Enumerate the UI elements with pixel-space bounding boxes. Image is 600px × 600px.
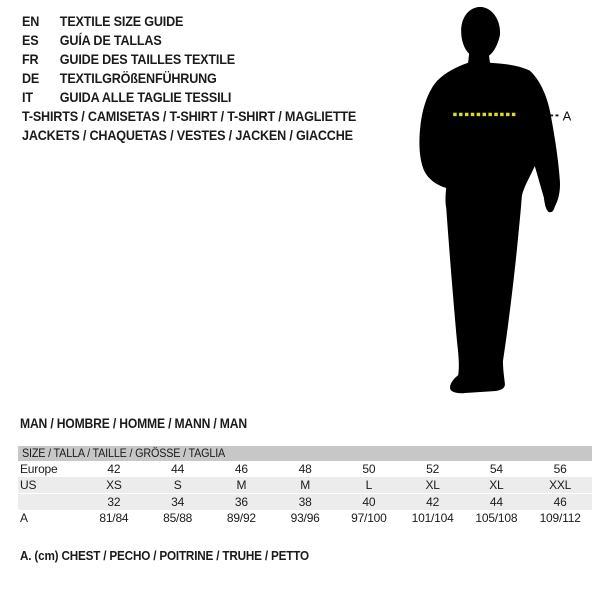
size-cell: XS xyxy=(106,478,122,492)
lang-row-en xyxy=(22,12,259,31)
size-cell: 93/96 xyxy=(290,511,320,525)
size-cell: 44 xyxy=(171,462,185,476)
lang-code: EN xyxy=(22,13,40,29)
lang-label: TEXTILGRÖßENFÜHRUNG xyxy=(59,70,217,86)
table-row-europe xyxy=(18,461,592,477)
size-cell: 38 xyxy=(298,495,312,509)
size-cell: 40 xyxy=(362,495,376,509)
size-cell: 97/100 xyxy=(351,511,387,525)
lang-row-es xyxy=(22,31,259,50)
lang-row-fr xyxy=(22,50,259,69)
size-cell: 101/104 xyxy=(411,511,454,525)
size-cell: M xyxy=(236,478,247,492)
lang-code: DE xyxy=(22,70,40,86)
size-cell: 34 xyxy=(171,495,185,509)
size-table-header: SIZE / TALLA / TAILLE / GRÖSSE / TAGLIA xyxy=(18,446,592,461)
size-cell: 54 xyxy=(489,462,503,476)
lang-code: FR xyxy=(22,51,39,67)
measure-label-a: A xyxy=(562,108,572,124)
lang-label: GUIDA ALLE TAGLIE TESSILI xyxy=(59,89,232,105)
table-row-numeric xyxy=(18,494,592,510)
size-cell: 46 xyxy=(234,462,248,476)
lang-row-it xyxy=(22,88,259,107)
size-cell: 56 xyxy=(553,462,567,476)
lang-label: GUÍA DE TALLAS xyxy=(59,32,162,48)
row-label: Europe xyxy=(20,462,58,476)
man-silhouette xyxy=(419,7,560,393)
size-cell: S xyxy=(173,478,182,492)
section-title: MAN / HOMBRE / HOMME / MANN / MAN xyxy=(20,416,247,431)
size-cell: 85/88 xyxy=(163,511,193,525)
language-list xyxy=(22,12,259,107)
size-cell: 36 xyxy=(234,495,248,509)
size-cell: XL xyxy=(425,478,440,492)
size-table xyxy=(18,446,592,526)
lang-code: IT xyxy=(22,89,33,105)
size-cell: 50 xyxy=(362,462,376,476)
size-cell: M xyxy=(300,478,311,492)
size-cell: 89/92 xyxy=(226,511,256,525)
size-cell: 105/108 xyxy=(475,511,518,525)
lang-label: TEXTILE SIZE GUIDE xyxy=(59,13,184,29)
row-label: US xyxy=(20,478,37,492)
row-label: A xyxy=(20,511,28,525)
lang-label: GUIDE DES TAILLES TEXTILE xyxy=(59,51,235,67)
measurement-footnote: A. (cm) CHEST / PECHO / POITRINE / TRUHE / PETTO xyxy=(20,548,309,563)
size-cell: 32 xyxy=(107,495,121,509)
category-jackets: JACKETS / CHAQUETAS / VESTES / JACKEN / GIACCHE xyxy=(22,127,353,143)
size-cell: 48 xyxy=(298,462,312,476)
size-cell: XL xyxy=(489,478,504,492)
size-cell: 52 xyxy=(426,462,440,476)
category-tshirts: T-SHIRTS / CAMISETAS / T-SHIRT / T-SHIRT / MAGLIETTE xyxy=(22,108,357,124)
size-cell: 42 xyxy=(426,495,440,509)
size-cell: 42 xyxy=(107,462,121,476)
table-row-chest-cm xyxy=(18,510,592,526)
size-cell: L xyxy=(365,478,373,492)
man-silhouette-figure xyxy=(406,5,578,395)
table-row-us xyxy=(18,477,592,494)
size-cell: 109/112 xyxy=(539,511,581,525)
lang-code: ES xyxy=(22,32,39,48)
size-cell: 44 xyxy=(489,495,503,509)
garment-categories xyxy=(22,107,393,145)
size-cell: 46 xyxy=(553,495,567,509)
lang-row-de xyxy=(22,69,259,88)
size-cell: XXL xyxy=(549,478,572,492)
size-cell: 81/84 xyxy=(99,511,129,525)
